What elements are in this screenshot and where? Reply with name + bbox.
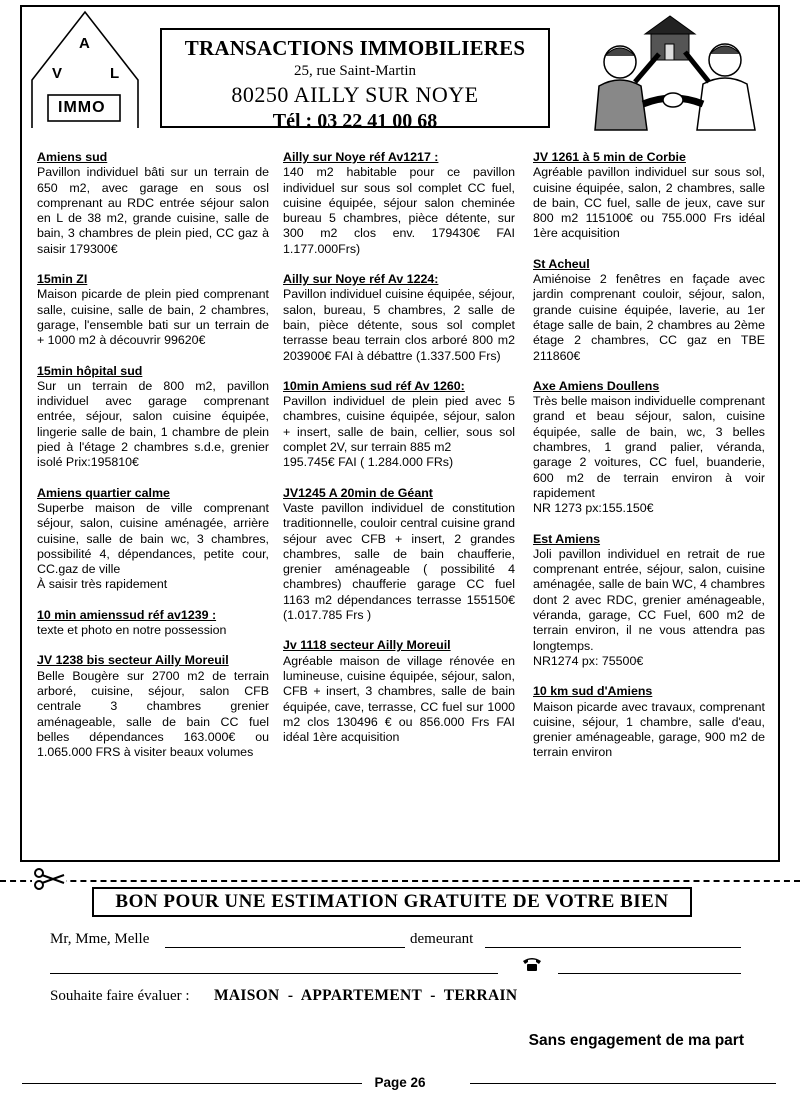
logo-letter-a: A (79, 35, 90, 52)
listing-body: texte et photo en notre possession (37, 623, 227, 638)
listing-title: Axe Amiens Doullens (533, 378, 660, 393)
address-label: demeurant (410, 931, 474, 947)
listing (533, 532, 765, 670)
listing-body: Joli pavillon individuel en retrait de rue comprenant entrée, séjour, salon, cuisine aménagée, salle de bain WC, 4 chambres dont 2 avec RDC, grenier aménageable, véranda, garage, CC Fuel, 600 m2 de terrain environ, il ne vous attendra pas longtemps. NR1274 px: 75500€ (533, 546, 765, 668)
listing-body: Pavillon individuel bâti sur un terrain de 650 m2, avec garage en sous osl comprenant au RDC entrée séjour salon en L de 38 m2, grande cuisine, salle de bain, 3 chambres de plein pied, CC gaz à saisir 179300€ (37, 165, 269, 256)
name-field[interactable] (165, 946, 405, 948)
phone-icon (522, 956, 542, 972)
agency-header (160, 28, 550, 132)
listing (37, 364, 269, 471)
listings-column-2 (283, 150, 515, 760)
listings-column-3 (533, 150, 765, 776)
listing-title: 15min ZI (37, 272, 88, 287)
agency-city: 80250 AILLY SUR NOYE (231, 82, 479, 107)
agency-street: 25, rue Saint-Martin (293, 63, 417, 79)
listing-title: 10min Amiens sud réf Av 1260: (283, 378, 465, 393)
listing (283, 638, 515, 745)
listing-title: JV 1261 à 5 min de Corbie (533, 150, 686, 164)
address-line-2-field[interactable] (50, 972, 498, 974)
listing (37, 653, 269, 760)
listing (533, 257, 765, 364)
scissors-icon (32, 868, 66, 890)
listing-body: Pavillon individuel de plein pied avec 5 chambres, cuisine équipée, séjour, salon + insert, salle de bain, cellier, sous sol complet 2V, sur terrain 885 m2 195.745€ FAI ( 1.284.000 FRs) (283, 394, 515, 470)
listing-body: Maison picarde de plein pied comprenant salle, cuisine, salle de bain, 2 chambres, garage, l'ensemble bati sur un terrain de + 1000 m2 à découvrir 99620€ (37, 287, 269, 348)
listing-title: Amiens quartier calme (37, 485, 170, 500)
cut-line (0, 880, 800, 882)
listing-body: Agréable maison de village rénovée en lumineuse, cuisine équipée, séjour, salon, CFB + insert, 3 chambres, salle de bain équipée, cave, terrasse, CC fuel sur 1000 m2 clos 130496 € ou 856.000 Frs FAI idéal 1ère acquisition (283, 653, 515, 745)
listing-title: 10 min amienssud réf av1239 : (37, 607, 217, 622)
no-commitment-note: Sans engagement de ma part (528, 1032, 744, 1049)
listing-body: Belle Bougère sur 2700 m2 de terrain arboré, cuisine, séjour, salon CFB centrale 3 chambres grenier aménageable, salle de bain CC fuel belles dépendances 163.000€ ou 1.065.000 FRS à visiter beaux volumes (37, 668, 269, 760)
listing (37, 272, 269, 348)
agency-name: TRANSACTIONS IMMOBILIERES (184, 36, 526, 60)
name-label: Mr, Mme, Melle (50, 931, 150, 947)
listing-body: Vaste pavillon individuel de constitution traditionnelle, couloir central cuisine grand séjour avec CFB + insert, 2 grandes chambres, salle de bain chaufferie, grenier aménageable ( possibilité 4 chambres) chaufferie garage CC fuel 1163 m2 dépendances terrasse 155150€ (1.017.785 Frs ) (283, 500, 515, 623)
logo-letter-l: L (110, 65, 120, 82)
listing-title: Ailly sur Noye réf Av1217 : (283, 150, 439, 164)
logo-word: IMMO (58, 99, 106, 116)
logo-letter-v: V (52, 65, 63, 82)
agency-logo (30, 10, 140, 130)
listing (283, 379, 515, 471)
listing (533, 379, 765, 517)
page-number: Page 26 (374, 1075, 426, 1090)
listing-title: St Acheul (533, 256, 590, 271)
listing-body: Très belle maison individuelle comprenant grand et beau séjour, salon, cuisine équipée, salle de bain, wc, 3 belles chambres, 1 grand palier, véranda, garage 2 voitures, CC fuel, buanderie, 600 m2 de terrain environ à voir rapidement NR 1273 px:155.150€ (533, 394, 765, 516)
listing-title: Est Amiens (533, 531, 601, 546)
listing (37, 608, 269, 639)
listing (37, 150, 269, 257)
footer-rule-right (470, 1083, 776, 1084)
listing-body: 140 m2 habitable pour ce pavillon individuel sur sous sol complet CC fuel, cuisine équipée, séjour salon cheminée bureau 5 chambres, pièce détente, sur 300 m2 clos env. 179430€ FAI 1.177.000Frs) (283, 165, 515, 256)
listing-title: Jv 1118 secteur Ailly Moreuil (283, 638, 451, 653)
listing (533, 684, 765, 760)
handshake-illustration (585, 12, 765, 132)
listing-body: Sur un terrain de 800 m2, pavillon individuel avec garage comprenant entrée, séjour, salon cuisine équipée, lingerie salle de bain, 1 chambre de plein pied à l'étage 2 chambres s.d.e, grenier isolé Prix:195810€ (37, 378, 269, 470)
listings-column-1 (37, 150, 269, 775)
evaluate-label: Souhaite faire évaluer : (50, 988, 190, 1004)
listing-body: Amiénoise 2 fenêtres en façade avec jardin comprenant couloir, séjour, salon, grande cuisine équipée, laverie, au 1er étage salle de bain, 2 chambres au 2ème étage 2 chambres, CC gaz en TBE 211860€ (533, 272, 765, 363)
listing-title: JV1245 A 20min de Géant (283, 485, 433, 500)
agency-phone: Tél : 03 22 41 00 68 (272, 110, 438, 132)
listing-body: Agréable pavillon individuel sur sous sol, cuisine équipée, salon, 2 chambres, salle de bain, CC fuel, salle de jeux, cave sur 800 m2 115100€ ou 755.000 Frs idéal 1ère acquisition (533, 165, 765, 241)
listing-title: Amiens sud (37, 150, 108, 164)
listing-title: Ailly sur Noye réf Av 1224: (283, 272, 439, 287)
listing (283, 150, 515, 257)
listing-title: 15min hôpital sud (37, 363, 143, 378)
listing (37, 486, 269, 593)
phone-field[interactable] (558, 972, 741, 974)
coupon-banner: BON POUR UNE ESTIMATION GRATUITE DE VOTRE BIEN (92, 887, 692, 917)
listing-title: 10 km sud d'Amiens (533, 684, 653, 699)
listing-title: JV 1238 bis secteur Ailly Moreuil (37, 653, 229, 668)
listing (283, 486, 515, 624)
listing (283, 272, 515, 364)
address-field[interactable] (485, 946, 741, 948)
listing-body: Pavillon individuel cuisine équipée, séjour, salon, bureau, 5 chambres, 2 salle de bain, pièce détente, sous sol complet terrasse beau terrain clos arboré 800 m2 203900€ FAI à débattre (1.337.500 Frs) (283, 287, 515, 363)
property-type-options[interactable]: MAISON - APPARTEMENT - TERRAIN (214, 987, 518, 1004)
listing-body: Maison picarde avec travaux, comprenant cuisine, séjour, 1 chambre, salle d'eau, grenier aménageable, garage, 900 m2 de terrain environ (533, 699, 765, 760)
listing (533, 150, 765, 242)
listing-body: Superbe maison de ville comprenant séjour, salon, cuisine aménagée, arrière cuisine, salle de bain wc, 3 chambres, possibilité 4, dépendances, petite cour, CC.gaz de ville À saisir très rapidement (37, 500, 269, 592)
